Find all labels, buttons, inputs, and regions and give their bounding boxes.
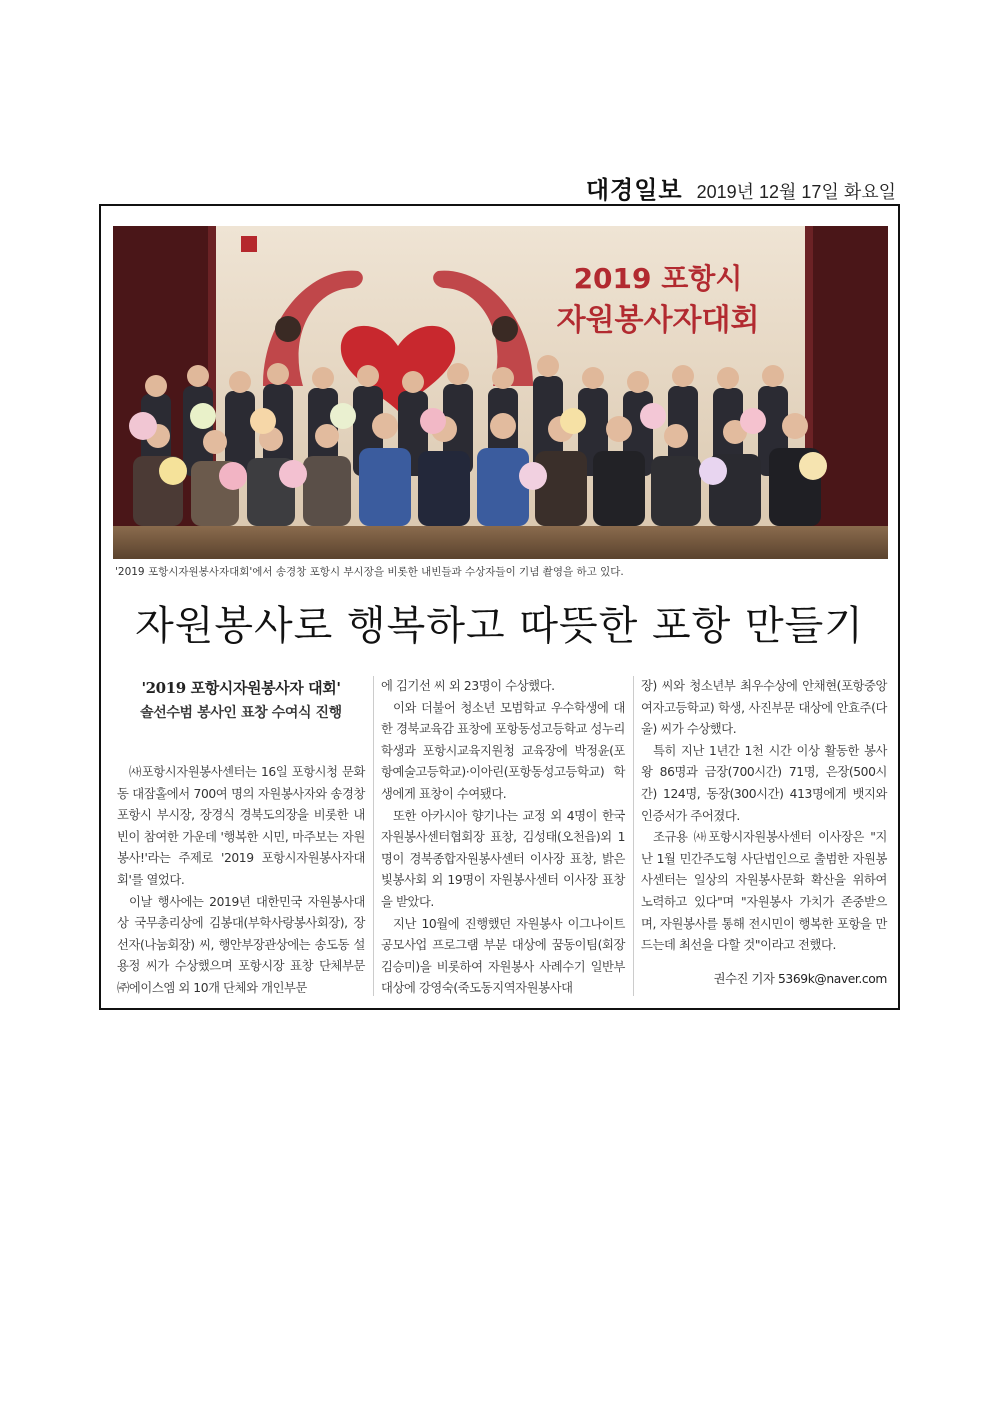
article-photo [113,226,888,559]
article-paragraph: 또한 아카시아 향기나는 교정 외 4명이 한국자원봉사센터협회장 표창, 김성태(오천읍)외 1명이 경북종합자원봉사센터 이사장 표창, 밝은빛봉사회 외 19명이 자원봉사센터 이사장 표창을 받았다. [381,808,625,909]
article-column-3 [641,676,887,990]
article-paragraph: 에 김기선 씨 외 23명이 수상했다. [381,679,555,693]
article-subhead-2: 솔선수범 봉사인 표창 수여식 진행 [140,705,342,721]
article-paragraph: ㈔포항시자원봉사센터는 16일 포항시청 문화동 대잠홀에서 700여 명의 자원봉사자와 송경창 포항시 부시장, 장경식 경북도의장을 비롯한 내빈이 참여한 가운데 '행복한 시민, 마주보는 자원봉사!'라는 주제로 '2019 포항시자원봉사자대회'를 열었다. [117,765,365,887]
column-divider-1 [373,676,374,996]
publication-date: 2019년 12월 17일 화요일 [696,182,896,202]
article-column-2 [381,676,625,1000]
newspaper-name: 대경일보 [585,176,683,204]
article-frame [99,204,900,1010]
reporter-byline: 권수진 기자 5369k@naver.com [713,971,887,986]
ceremony-photo-illustration [113,226,888,559]
banner-title-line1: 2019 포항시 [573,262,743,295]
article-paragraph: 이날 행사에는 2019년 대한민국 자원봉사대상 국무총리상에 김봉대(부학사랑봉사회장), 장선자(나눔회장) 씨, 행안부장관상에는 송도동 설용정 씨가 수상했으며 포항시장 표창 단체부문 ㈜에이스엠 외 10개 단체와 개인부문 [117,894,365,995]
article-subhead-1: '2019 포항시자원봉사자 대회' [141,679,341,697]
article-paragraph: 장) 씨와 청소년부 최우수상에 안채현(포항중앙여자고등학교) 학생, 사진부문 대상에 안효주(다울) 씨가 수상했다. [641,679,887,737]
article-column-1 [117,676,365,1000]
article-paragraph: 조규용 ㈔포항시자원봉사센터 이사장은 "지난 1월 민간주도형 사단법인으로 출범한 자원봉사센터는 일상의 자원봉사문화 확산을 위하여 노력하고 있다"며 "자원봉사 가치가 존중받으며, 자원봉사를 통해 전시민이 행복한 포항을 만드는데 최선을 다할 것"이라고 전했다. [641,830,887,953]
article-paragraph: 지난 10월에 진행했던 자원봉사 이그나이트 공모사업 프로그램 부분 대상에 꿈동이팀(회장 김승미)을 비롯하여 자원봉사 사례수기 일반부 대상에 강영숙(죽도동지역자원봉사대 [381,916,625,996]
banner-title-line2: 자원봉사자대회 [556,303,760,338]
article-paragraph: 특히 지난 1년간 1천 시간 이상 활동한 봉사왕 86명과 금장(700시간) 71명, 은장(500시간) 124명, 동장(300시간) 413명에게 뱃지와 인증서가 주어졌다. [641,743,887,823]
article-headline: 자원봉사로 행복하고 따뜻한 포항 만들기 [135,603,864,649]
article-paragraph: 이와 더불어 청소년 모범학교 우수학생에 대한 경북교육감 표창에 포항동성고등학교 성누리 학생과 포항시교육지원청 교육장에 박정윤(포항예술고등학교)·이아린(포항동성고등학교) 학생에게 표창이 수여됐다. [381,700,625,801]
photo-caption: '2019 포항시자원봉사자대회'에서 송경창 포항시 부시장을 비롯한 내빈들과 수상자들이 기념 촬영을 하고 있다. [115,566,624,578]
masthead [585,170,896,204]
column-divider-2 [633,676,634,996]
